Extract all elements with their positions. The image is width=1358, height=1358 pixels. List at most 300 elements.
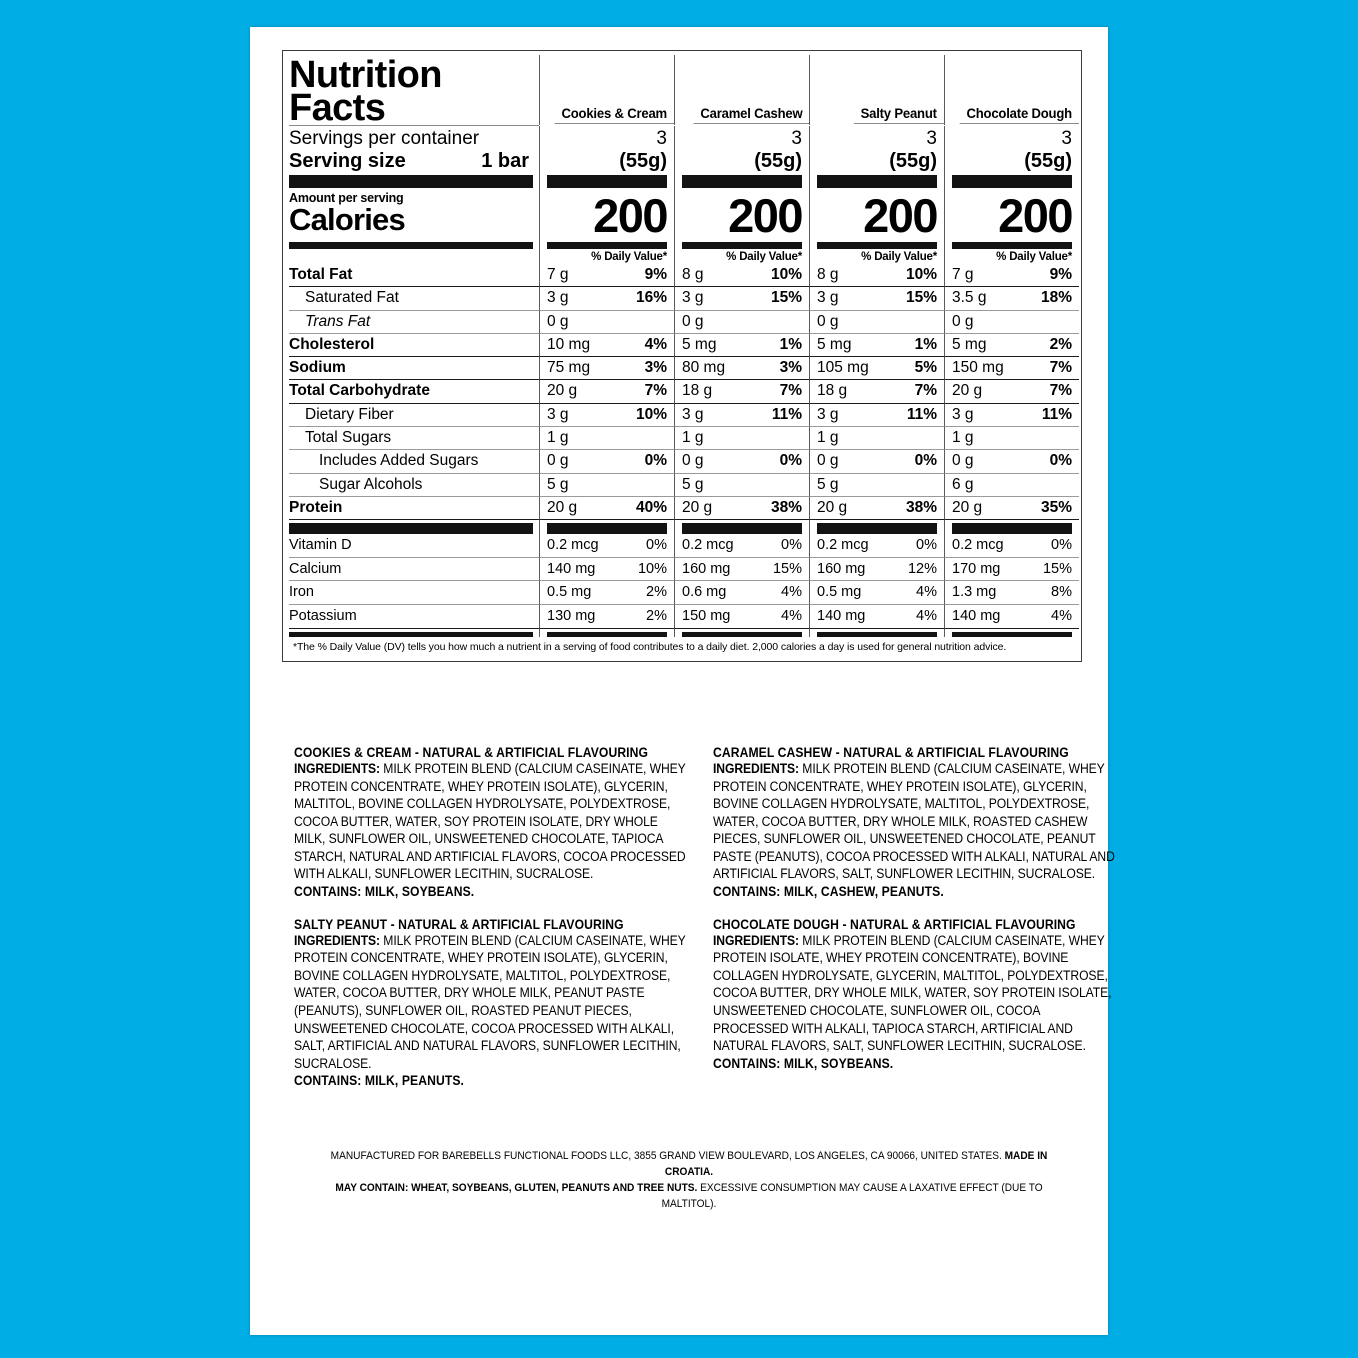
nutrient-row bbox=[289, 264, 1075, 287]
serving-size-value: 1 bar bbox=[481, 149, 529, 172]
nutrient-daily-value: 10% bbox=[905, 266, 937, 283]
nutrient-amount: 0 g bbox=[952, 452, 974, 470]
daily-value-header: % Daily Value* bbox=[944, 249, 1079, 264]
nutrient-row bbox=[289, 450, 1075, 473]
product-label-page bbox=[250, 27, 1116, 1335]
column-header-salty-peanut bbox=[809, 55, 944, 124]
vitamin-daily-value: 15% bbox=[1042, 560, 1072, 577]
thick-rule bbox=[674, 520, 809, 534]
servings-cookies-cream bbox=[539, 126, 674, 172]
nutrient-value-cell bbox=[539, 264, 674, 287]
nutrient-value-cell bbox=[944, 287, 1079, 310]
manufacturer-info bbox=[294, 1149, 1084, 1213]
nutrient-amount: 8 g bbox=[682, 266, 704, 283]
divider bbox=[674, 124, 809, 125]
nutrition-title-cell bbox=[289, 54, 539, 129]
nutrient-daily-value: 7% bbox=[914, 382, 937, 400]
calories-label: Calories bbox=[289, 202, 405, 237]
ingredient-heading: COOKIES & CREAM - NATURAL & ARTIFICIAL FLAVOURING bbox=[294, 745, 649, 760]
nutrient-amount: 105 mg bbox=[817, 359, 869, 377]
nutrient-daily-value: 3% bbox=[779, 359, 802, 377]
nutrient-row bbox=[289, 497, 1075, 520]
page-title: Nutrition Facts bbox=[289, 54, 442, 129]
ingredient-heading: CARAMEL CASHEW - NATURAL & ARTIFICIAL FLAVOURING bbox=[713, 745, 1070, 760]
column-header-chocolate-dough bbox=[944, 55, 1079, 124]
ingredient-list: INGREDIENTS: MILK PROTEIN BLEND (CALCIUM CASEINATE, WHEY PROTEIN ISOLATE, WHEY PROTEIN CONCENTRATE), BOVINE COLLAGEN HYDROLYSATE, GLYCERIN, MALTITOL, POLYDEXTROSE, COCOA BUTTER, DRY WHOLE MILK, WATER, SOY PROTEIN ISOLATE, UNSWEETENED CHOCOLATE, SUNFLOWER OIL, COCOA PROCESSED WITH ALKALI, TAPIOCA STARCH, ARTIFICIAL AND NATURAL FLAVORS, SALT, SUNFLOWER LECITHIN, SUCRALOSE. bbox=[713, 932, 1112, 1054]
vitamin-value-cell bbox=[674, 581, 809, 605]
ingredient-block bbox=[294, 917, 687, 1088]
nutrient-daily-value: 16% bbox=[635, 289, 667, 307]
nutrient-daily-value: 3% bbox=[644, 359, 667, 377]
medium-rule bbox=[539, 239, 674, 249]
nutrient-daily-value: 5% bbox=[914, 359, 937, 377]
serving-weight: (55g) bbox=[619, 149, 667, 172]
ingredient-heading: SALTY PEANUT - NATURAL & ARTIFICIAL FLAVOURING bbox=[294, 916, 624, 932]
nutrient-value-cell bbox=[539, 427, 674, 450]
nutrient-amount: 1 g bbox=[952, 428, 974, 446]
nutrient-daily-value: 1% bbox=[779, 335, 802, 353]
amount-per-serving-label: Amount per serving bbox=[289, 191, 404, 205]
nutrient-label: Sodium bbox=[289, 357, 539, 380]
vitamin-daily-value: 2% bbox=[646, 584, 667, 601]
nutrient-value-cell bbox=[539, 450, 674, 473]
nutrient-amount: 20 g bbox=[682, 498, 713, 516]
medium-rule-row bbox=[289, 239, 1075, 249]
nutrient-daily-value: 10% bbox=[635, 405, 667, 423]
servings-per-container-label: Servings per container bbox=[289, 128, 480, 150]
nutrient-daily-value: 0% bbox=[1049, 452, 1072, 470]
nutrient-label: Includes Added Sugars bbox=[289, 450, 539, 473]
vitamin-daily-value: 15% bbox=[772, 560, 802, 577]
nutrient-value-cell bbox=[539, 474, 674, 497]
nutrient-daily-value: 7% bbox=[1049, 382, 1072, 400]
vitamin-label: Vitamin D bbox=[289, 534, 539, 558]
nutrient-value-cell bbox=[809, 357, 944, 380]
nutrient-daily-value: 35% bbox=[1040, 498, 1072, 516]
nutrient-amount: 20 g bbox=[547, 382, 578, 400]
flavor-label: Caramel Cashew bbox=[693, 106, 809, 124]
divider bbox=[944, 124, 1079, 125]
vitamin-amount: 1.3 mg bbox=[952, 584, 997, 601]
nutrient-value-cell bbox=[539, 357, 674, 380]
nutrient-amount: 5 g bbox=[547, 475, 569, 493]
ingredients-label: INGREDIENTS: bbox=[294, 761, 384, 776]
medium-rule bbox=[809, 239, 944, 249]
nutrient-daily-value: 0% bbox=[644, 452, 667, 470]
nutrient-amount: 1 g bbox=[682, 428, 704, 446]
vitamin-value-cell bbox=[539, 534, 674, 558]
nutrient-amount: 3 g bbox=[547, 289, 569, 307]
laxative-warning-text: EXCESSIVE CONSUMPTION MAY CAUSE A LAXATIVE EFFECT (DUE TO MALTITOL). bbox=[661, 1181, 1043, 1210]
nutrient-amount: 20 g bbox=[952, 498, 983, 516]
nutrient-value-cell bbox=[809, 311, 944, 334]
daily-value-header: % Daily Value* bbox=[674, 249, 809, 264]
vitamin-row bbox=[289, 534, 1075, 558]
calories-salty-peanut: 200 bbox=[809, 188, 944, 239]
nutrient-amount: 5 g bbox=[682, 475, 704, 493]
vitamin-daily-value: 2% bbox=[646, 608, 667, 625]
nutrient-daily-value: 7% bbox=[1049, 359, 1072, 377]
thick-rule bbox=[289, 172, 539, 188]
nutrient-value-cell bbox=[944, 404, 1079, 427]
vitamin-amount: 0.2 mcg bbox=[682, 537, 734, 554]
medium-rule bbox=[289, 239, 539, 249]
nutrient-label: Total Carbohydrate bbox=[289, 380, 539, 403]
medium-rule bbox=[674, 629, 809, 637]
vitamin-amount: 160 mg bbox=[682, 560, 731, 577]
ingredient-block bbox=[713, 745, 1116, 899]
nutrient-amount: 5 mg bbox=[952, 335, 987, 353]
servings-salty-peanut bbox=[809, 126, 944, 172]
nutrient-daily-value: 38% bbox=[770, 498, 802, 516]
serving-weight: (55g) bbox=[754, 149, 802, 172]
thick-rule-row bbox=[289, 172, 1075, 188]
nutrient-value-cell bbox=[674, 380, 809, 403]
serving-weight: (55g) bbox=[1024, 149, 1072, 172]
calories-row bbox=[289, 188, 1075, 242]
thick-rule bbox=[944, 520, 1079, 534]
medium-rule bbox=[944, 239, 1079, 249]
thick-rule bbox=[539, 520, 674, 534]
vitamin-daily-value: 12% bbox=[907, 560, 937, 577]
nutrient-value-cell bbox=[539, 311, 674, 334]
nutrient-row bbox=[289, 427, 1075, 450]
thick-rule bbox=[809, 172, 944, 188]
nutrient-amount: 0 g bbox=[817, 312, 839, 330]
nutrient-amount: 3 g bbox=[682, 289, 704, 307]
nutrient-amount: 0 g bbox=[817, 452, 839, 470]
vitamin-row bbox=[289, 581, 1075, 605]
nutrient-daily-value: 0% bbox=[914, 452, 937, 470]
nutrient-label: Total Fat bbox=[289, 264, 539, 287]
vitamin-value-cell bbox=[944, 581, 1079, 605]
vitamin-daily-value: 4% bbox=[916, 584, 937, 601]
nutrient-daily-value: 38% bbox=[905, 498, 937, 516]
vitamin-amount: 140 mg bbox=[817, 608, 866, 625]
nutrient-value-cell bbox=[674, 311, 809, 334]
nutrient-row bbox=[289, 334, 1075, 357]
nutrient-daily-value: 11% bbox=[1041, 405, 1072, 423]
nutrient-value-cell bbox=[944, 264, 1079, 287]
nutrient-daily-value: 2% bbox=[1049, 335, 1072, 353]
nutrient-value-cell bbox=[809, 287, 944, 310]
nutrient-daily-value: 9% bbox=[1049, 266, 1072, 283]
allergen-contains: CONTAINS: MILK, CASHEW, PEANUTS. bbox=[713, 883, 945, 899]
nutrient-value-cell bbox=[674, 334, 809, 357]
nutrient-amount: 0 g bbox=[952, 312, 974, 330]
vitamin-label: Iron bbox=[289, 581, 539, 605]
nutrient-daily-value: 0% bbox=[779, 452, 802, 470]
servings-count: 3 bbox=[656, 128, 667, 150]
nutrient-value-cell bbox=[674, 404, 809, 427]
nutrient-amount: 80 mg bbox=[682, 359, 726, 377]
servings-left-cell bbox=[289, 126, 539, 172]
manufacturer-line-1 bbox=[326, 1149, 1053, 1181]
vitamin-amount: 0.2 mcg bbox=[547, 537, 599, 554]
calories-chocolate-dough: 200 bbox=[944, 188, 1079, 239]
nutrient-daily-value: 7% bbox=[779, 382, 802, 400]
column-header-cookies-cream bbox=[539, 55, 674, 124]
vitamin-amount: 130 mg bbox=[547, 608, 596, 625]
nutrient-label: Cholesterol bbox=[289, 334, 539, 357]
nutrient-amount: 5 mg bbox=[817, 335, 852, 353]
nutrient-daily-value: 15% bbox=[905, 289, 937, 307]
nutrient-label: Protein bbox=[289, 497, 539, 520]
ingredient-block bbox=[713, 917, 1116, 1088]
nutrient-label: Saturated Fat bbox=[289, 287, 539, 310]
flavor-label: Chocolate Dough bbox=[960, 106, 1079, 124]
nutrient-amount: 10 mg bbox=[547, 335, 591, 353]
nutrient-daily-value: 4% bbox=[644, 335, 667, 353]
thick-rule bbox=[539, 172, 674, 188]
ingredients-label: INGREDIENTS: bbox=[713, 761, 803, 776]
nutrient-value-cell bbox=[944, 311, 1079, 334]
allergen-contains: CONTAINS: MILK, PEANUTS. bbox=[294, 1073, 465, 1089]
nutrient-value-cell bbox=[944, 427, 1079, 450]
nutrient-value-cell bbox=[809, 264, 944, 287]
nutrient-value-cell bbox=[674, 357, 809, 380]
vitamin-value-cell bbox=[944, 605, 1079, 629]
servings-count: 3 bbox=[791, 128, 802, 150]
vitamin-amount: 0.2 mcg bbox=[952, 537, 1004, 554]
nutrient-value-cell bbox=[539, 334, 674, 357]
nutrient-value-cell bbox=[944, 357, 1079, 380]
nutrient-amount: 3.5 g bbox=[952, 289, 987, 307]
vitamin-daily-value: 0% bbox=[781, 537, 802, 554]
nutrient-daily-value: 11% bbox=[906, 405, 937, 423]
nutrient-daily-value: 11% bbox=[771, 405, 802, 423]
vitamin-value-cell bbox=[944, 534, 1079, 558]
nutrition-header-row bbox=[289, 54, 1075, 129]
calories-left-cell bbox=[289, 188, 539, 239]
nutrient-value-cell bbox=[674, 287, 809, 310]
nutrient-daily-value: 18% bbox=[1040, 289, 1072, 307]
manufacturer-address: MANUFACTURED FOR BAREBELLS FUNCTIONAL FOODS LLC, 3855 GRAND VIEW BOULEVARD, LOS ANGELES, CA 90066, UNITED STATES. bbox=[330, 1150, 1005, 1162]
ingredient-list: INGREDIENTS: MILK PROTEIN BLEND (CALCIUM CASEINATE, WHEY PROTEIN CONCENTRATE, WHEY PROTEIN ISOLATE), GLYCERIN, BOVINE COLLAGEN HYDROLYSATE, MALTITOL, POLYDEXTROSE, WATER, COCOA BUTTER, DRY WHOLE MILK, PEANUT PASTE (PEANUTS), SUNFLOWER OIL, ROASTED PEANUT PIECES, UNSWEETENED CHOCOLATE, COCOA PROCESSED WITH ALKALI, SALT, ARTIFICIAL AND NATURAL FLAVORS, SUNFLOWER LECITHIN, SUCRALOSE. bbox=[294, 932, 686, 1071]
vitamin-label: Potassium bbox=[289, 605, 539, 629]
ingredients-section bbox=[294, 745, 1116, 1106]
nutrient-daily-value: 9% bbox=[644, 266, 667, 283]
nutrient-amount: 18 g bbox=[682, 382, 713, 400]
nutrient-amount: 150 mg bbox=[952, 359, 1004, 377]
vitamin-value-cell bbox=[539, 605, 674, 629]
nutrient-value-cell bbox=[539, 287, 674, 310]
nutrient-amount: 5 g bbox=[817, 475, 839, 493]
nutrient-amount: 3 g bbox=[952, 405, 974, 423]
vitamin-amount: 0.5 mg bbox=[547, 584, 592, 601]
vitamin-daily-value: 4% bbox=[781, 584, 802, 601]
nutrient-amount: 3 g bbox=[547, 405, 569, 423]
nutrient-value-cell bbox=[944, 380, 1079, 403]
vitamin-amount: 150 mg bbox=[682, 608, 731, 625]
vitamin-row bbox=[289, 605, 1075, 629]
daily-value-header: % Daily Value* bbox=[809, 249, 944, 264]
nutrient-amount: 1 g bbox=[817, 428, 839, 446]
serving-weight: (55g) bbox=[889, 149, 937, 172]
ingredient-list: INGREDIENTS: MILK PROTEIN BLEND (CALCIUM CASEINATE, WHEY PROTEIN CONCENTRATE, WHEY PROTEIN ISOLATE), GLYCERIN, BOVINE COLLAGEN HYDROLYSATE, MALTITOL, POLYDEXTROSE, WATER, COCOA BUTTER, DRY WHOLE MILK, ROASTED CASHEW PIECES, SUNFLOWER OIL, UNSWEETENED CHOCOLATE, PEANUT PASTE (PEANUTS), COCOA PROCESSED WITH ALKALI, NATURAL AND ARTIFICIAL FLAVORS, SALT, SUNFLOWER LECITHIN, SUCRALOSE. bbox=[713, 761, 1116, 882]
allergen-contains: CONTAINS: MILK, SOYBEANS. bbox=[294, 883, 475, 899]
vitamin-value-cell bbox=[674, 558, 809, 582]
servings-count: 3 bbox=[926, 128, 937, 150]
manufacturer-line-2 bbox=[326, 1181, 1053, 1213]
ingredients-label: INGREDIENTS: bbox=[294, 932, 384, 948]
nutrient-amount: 5 mg bbox=[682, 335, 717, 353]
serving-size-label: Serving size bbox=[289, 149, 406, 172]
nutrient-value-cell bbox=[674, 450, 809, 473]
nutrient-row bbox=[289, 357, 1075, 380]
calories-caramel-cashew: 200 bbox=[674, 188, 809, 239]
ingredient-block bbox=[294, 745, 687, 899]
calories-cookies-cream: 200 bbox=[539, 188, 674, 239]
servings-row bbox=[289, 126, 1075, 172]
vitamin-daily-value: 0% bbox=[1051, 537, 1072, 554]
nutrient-daily-value: 7% bbox=[644, 382, 667, 400]
nutrient-daily-value: 1% bbox=[914, 335, 937, 353]
nutrient-row bbox=[289, 404, 1075, 427]
vitamin-value-cell bbox=[539, 581, 674, 605]
dv-spacer bbox=[289, 249, 539, 264]
nutrient-daily-value: 10% bbox=[770, 266, 802, 283]
nutrient-amount: 0 g bbox=[682, 312, 704, 330]
nutrient-daily-value: 40% bbox=[635, 498, 667, 516]
nutrient-value-cell bbox=[809, 334, 944, 357]
may-contain-text: MAY CONTAIN: WHEAT, SOYBEANS, GLUTEN, PEANUTS AND TREE NUTS. bbox=[335, 1181, 698, 1194]
nutrient-amount: 0 g bbox=[547, 452, 569, 470]
vitamin-label: Calcium bbox=[289, 558, 539, 582]
divider bbox=[809, 124, 944, 125]
vitamin-row bbox=[289, 558, 1075, 582]
nutrient-amount: 75 mg bbox=[547, 359, 591, 377]
nutrient-value-cell bbox=[539, 404, 674, 427]
nutrient-amount: 3 g bbox=[817, 405, 839, 423]
nutrient-amount: 7 g bbox=[547, 266, 569, 283]
nutrient-value-cell bbox=[944, 334, 1079, 357]
nutrient-daily-value: 15% bbox=[770, 289, 802, 307]
nutrient-value-cell bbox=[944, 450, 1079, 473]
vitamin-value-cell bbox=[674, 534, 809, 558]
thick-rule bbox=[944, 172, 1079, 188]
medium-rule bbox=[809, 629, 944, 637]
vitamin-divider-row bbox=[289, 520, 1075, 534]
nutrient-amount: 8 g bbox=[817, 266, 839, 283]
daily-value-header: % Daily Value* bbox=[539, 249, 674, 264]
serving-size-line bbox=[289, 150, 533, 172]
ingredients-label: INGREDIENTS: bbox=[713, 932, 803, 948]
vitamin-daily-value: 4% bbox=[781, 608, 802, 625]
nutrient-value-cell bbox=[539, 380, 674, 403]
vitamin-amount: 170 mg bbox=[952, 560, 1001, 577]
medium-rule bbox=[944, 629, 1079, 637]
ingredient-heading: CHOCOLATE DOUGH - NATURAL & ARTIFICIAL FLAVOURING bbox=[713, 916, 1076, 932]
medium-rule bbox=[539, 629, 674, 637]
nutrient-value-cell bbox=[674, 264, 809, 287]
vitamin-daily-value: 10% bbox=[637, 560, 667, 577]
nutrient-row bbox=[289, 380, 1075, 403]
footnote-divider-row bbox=[289, 629, 1075, 637]
nutrient-row bbox=[289, 311, 1075, 334]
medium-rule bbox=[674, 239, 809, 249]
nutrient-amount: 3 g bbox=[682, 405, 704, 423]
nutrient-amount: 20 g bbox=[952, 382, 983, 400]
daily-value-header-row bbox=[289, 249, 1075, 264]
vitamin-value-cell bbox=[674, 605, 809, 629]
vitamin-amount: 140 mg bbox=[547, 560, 596, 577]
vitamin-daily-value: 4% bbox=[1051, 608, 1072, 625]
vitamin-amount: 0.6 mg bbox=[682, 584, 727, 601]
medium-rule bbox=[289, 629, 539, 637]
nutrient-amount: 20 g bbox=[547, 498, 578, 516]
nutrient-amount: 7 g bbox=[952, 266, 974, 283]
divider bbox=[539, 124, 674, 125]
nutrient-amount: 3 g bbox=[817, 289, 839, 307]
nutrient-value-cell bbox=[809, 427, 944, 450]
nutrient-value-cell bbox=[674, 474, 809, 497]
nutrient-value-cell bbox=[944, 474, 1079, 497]
ingredient-list: INGREDIENTS: MILK PROTEIN BLEND (CALCIUM CASEINATE, WHEY PROTEIN CONCENTRATE, WHEY PROTEIN ISOLATE), GLYCERIN, MALTITOL, BOVINE COLLAGEN HYDROLYSATE, POLYDEXTROSE, COCOA BUTTER, WATER, SOY PROTEIN ISOLATE, DRY WHOLE MILK, SUNFLOWER OIL, UNSWEETENED CHOCOLATE, TAPIOCA STARCH, NATURAL AND ARTIFICIAL FLAVORS, COCOA PROCESSED WITH ALKALI, SUNFLOWER LECITHIN, SUCRALOSE. bbox=[294, 761, 686, 882]
servings-count: 3 bbox=[1061, 128, 1072, 150]
nutrient-value-cell bbox=[809, 450, 944, 473]
nutrient-value-cell bbox=[809, 474, 944, 497]
nutrient-value-cell bbox=[809, 380, 944, 403]
vitamin-value-cell bbox=[944, 558, 1079, 582]
vitamin-daily-value: 0% bbox=[916, 537, 937, 554]
vitamin-daily-value: 4% bbox=[916, 608, 937, 625]
vitamin-amount: 160 mg bbox=[817, 560, 866, 577]
nutrient-value-cell bbox=[809, 404, 944, 427]
nutrition-facts-panel bbox=[282, 50, 1082, 662]
vitamin-amount: 140 mg bbox=[952, 608, 1001, 625]
daily-value-footnote: *The % Daily Value (DV) tells you how much a nutrient in a serving of food contributes to a daily diet. 2,000 calories a day is used for general nutrition advice. bbox=[293, 640, 1007, 653]
servings-chocolate-dough bbox=[944, 126, 1079, 172]
nutrient-amount: 1 g bbox=[547, 428, 569, 446]
nutrient-amount: 20 g bbox=[817, 498, 848, 516]
allergen-contains: CONTAINS: MILK, SOYBEANS. bbox=[713, 1055, 894, 1071]
nutrient-label: Total Sugars bbox=[289, 427, 539, 450]
vitamin-value-cell bbox=[809, 605, 944, 629]
vitamin-daily-value: 8% bbox=[1051, 584, 1072, 601]
vitamin-rows bbox=[289, 534, 1075, 629]
nutrient-value-cell bbox=[674, 427, 809, 450]
nutrient-label: Dietary Fiber bbox=[289, 404, 539, 427]
column-header-caramel-cashew bbox=[674, 55, 809, 124]
flavor-label: Salty Peanut bbox=[854, 106, 944, 124]
vitamin-value-cell bbox=[539, 558, 674, 582]
servings-caramel-cashew bbox=[674, 126, 809, 172]
vitamin-amount: 0.5 mg bbox=[817, 584, 862, 601]
nutrient-amount: 0 g bbox=[682, 452, 704, 470]
vitamin-value-cell bbox=[809, 534, 944, 558]
nutrient-amount: 0 g bbox=[547, 312, 569, 330]
nutrient-value-cell bbox=[944, 497, 1079, 520]
made-in-text: MADE IN CROATIA. bbox=[664, 1150, 1048, 1178]
nutrient-label: Trans Fat bbox=[289, 311, 539, 334]
nutrient-row bbox=[289, 474, 1075, 497]
nutrient-value-cell bbox=[539, 497, 674, 520]
nutrient-rows bbox=[289, 264, 1075, 520]
vitamin-value-cell bbox=[809, 558, 944, 582]
thick-rule bbox=[289, 520, 539, 534]
vitamin-daily-value: 0% bbox=[646, 537, 667, 554]
nutrient-value-cell bbox=[674, 497, 809, 520]
thick-rule bbox=[809, 520, 944, 534]
nutrient-amount: 18 g bbox=[817, 382, 848, 400]
nutrient-amount: 6 g bbox=[952, 475, 974, 493]
vitamin-amount: 0.2 mcg bbox=[817, 537, 869, 554]
vitamin-value-cell bbox=[809, 581, 944, 605]
thick-rule bbox=[674, 172, 809, 188]
nutrient-row bbox=[289, 287, 1075, 310]
nutrient-label: Sugar Alcohols bbox=[289, 474, 539, 497]
